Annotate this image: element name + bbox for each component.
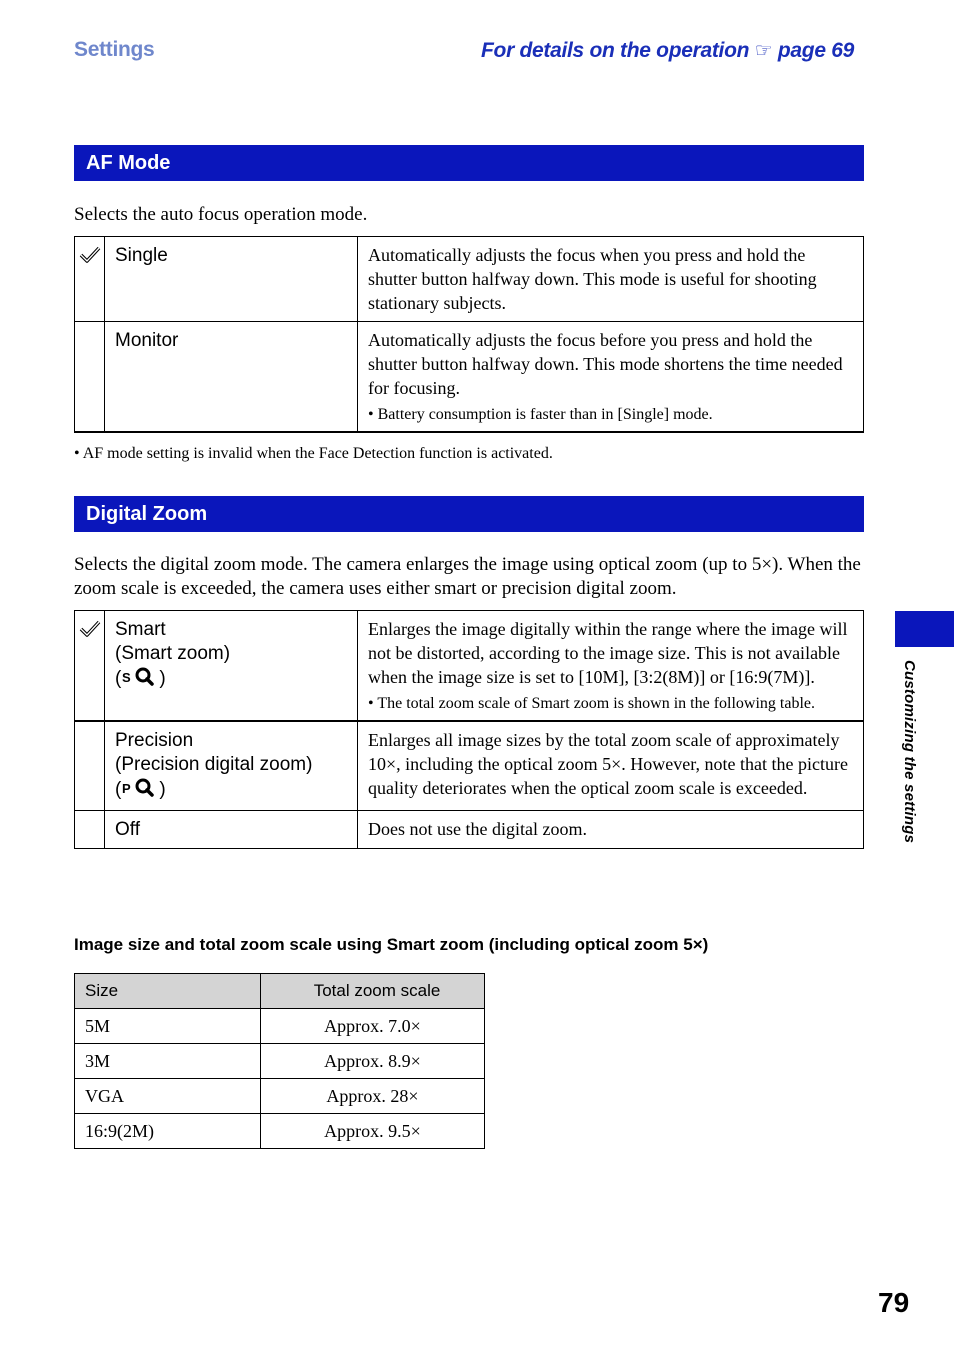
- zoom-option-description: [358, 611, 864, 722]
- size-cell: 16:9(2M): [75, 1114, 261, 1149]
- zoom-scale-table: [74, 973, 485, 1149]
- description-note: • The total zoom scale of Smart zoom is shown in the following table.: [368, 695, 815, 712]
- af-option-row: [75, 322, 864, 433]
- default-checkmark-icon: [75, 611, 105, 722]
- digital-zoom-heading: Digital Zoom: [74, 496, 864, 532]
- option-sublabel: (Precision digital zoom): [115, 754, 313, 775]
- zoom-option-name: Precision (Precision digital zoom) ( P ): [105, 721, 358, 811]
- description-text: Does not use the digital zoom.: [368, 819, 587, 839]
- size-cell: 5M: [75, 1009, 261, 1044]
- zoom-table-heading: Image size and total zoom scale using Smart zoom (including optical zoom 5×): [74, 935, 709, 954]
- af-mode-footnote: • AF mode setting is invalid when the Face Detection function is activated.: [74, 445, 553, 462]
- option-label: Smart: [115, 619, 166, 640]
- precision-zoom-icon: [121, 777, 159, 804]
- zoom-option-description: [358, 721, 864, 811]
- section-title: Settings: [74, 38, 155, 61]
- af-mode-heading: AF Mode: [74, 145, 864, 181]
- size-cell: VGA: [75, 1079, 261, 1114]
- smart-zoom-icon: [121, 666, 159, 693]
- zoom-option-name: Smart (Smart zoom) ( S ): [105, 611, 358, 722]
- af-option-name: Single: [105, 237, 358, 322]
- zoom-option-row: [75, 721, 864, 811]
- zoom-option-name: Off: [105, 811, 358, 849]
- column-header-zoom-scale: Total zoom scale: [261, 974, 485, 1009]
- option-label: Precision: [115, 730, 194, 751]
- digital-zoom-intro: Selects the digital zoom mode. The camera enlarges the image using optical zoom (up to 5×). When the zoom scale is exceeded, the camera uses either smart or precision digital zoom.: [74, 554, 861, 599]
- af-option-description: [358, 322, 864, 433]
- details-reference[interactable]: [481, 38, 854, 63]
- af-option-description: [358, 237, 864, 322]
- af-mode-table: [74, 236, 864, 433]
- zoom-scale-cell: Approx. 7.0×: [261, 1009, 485, 1044]
- zoom-option-row: [75, 611, 864, 722]
- svg-text:S: S: [122, 670, 131, 685]
- pointing-hand-icon: ☞: [754, 40, 773, 62]
- description-text: Automatically adjusts the focus before you press and hold the shutter button halfway down. This mode shortens the time needed for focusing.: [368, 330, 843, 398]
- size-cell: 3M: [75, 1044, 261, 1079]
- table-row: [75, 1044, 485, 1079]
- description-text: Enlarges the image digitally within the range where the image will not be distorted, according to the image size. This is not available when the image size is set to [10M], [3:2(8M)] or [16:9(7M)].: [368, 619, 848, 687]
- zoom-option-row: [75, 811, 864, 849]
- af-option-name: Monitor: [105, 322, 358, 433]
- page-number: 79: [878, 1287, 910, 1318]
- zoom-option-description: [358, 811, 864, 849]
- af-mode-intro: Selects the auto focus operation mode.: [74, 204, 368, 225]
- column-header-size: Size: [75, 974, 261, 1009]
- zoom-scale-cell: Approx. 28×: [261, 1079, 485, 1114]
- zoom-scale-cell: Approx. 9.5×: [261, 1114, 485, 1149]
- description-text: Automatically adjusts the focus when you press and hold the shutter button halfway down. This mode is useful for shooting stationary subjects.: [368, 245, 817, 313]
- table-row: [75, 1079, 485, 1114]
- svg-text:P: P: [122, 781, 131, 796]
- zoom-scale-cell: Approx. 8.9×: [261, 1044, 485, 1079]
- digital-zoom-table: [74, 610, 864, 849]
- details-page-link[interactable]: page 69: [777, 39, 854, 62]
- description-text: Enlarges all image sizes by the total zoom scale of approximately 10×, including the optical zoom 5×. However, note that the picture quality deteriorates when the optical zoom scale is exceeded.: [368, 730, 848, 798]
- option-sublabel: (Smart zoom): [115, 643, 231, 664]
- chapter-tab: [895, 611, 954, 647]
- details-prefix: For details on the operation: [481, 39, 750, 62]
- table-row: [75, 1114, 485, 1149]
- chapter-label: Customizing the settings: [901, 660, 918, 844]
- table-row: [75, 1009, 485, 1044]
- default-checkmark-icon: [75, 237, 105, 322]
- description-note: • Battery consumption is faster than in [Single] mode.: [368, 406, 713, 423]
- af-option-row: [75, 237, 864, 322]
- table-header-row: [75, 974, 485, 1009]
